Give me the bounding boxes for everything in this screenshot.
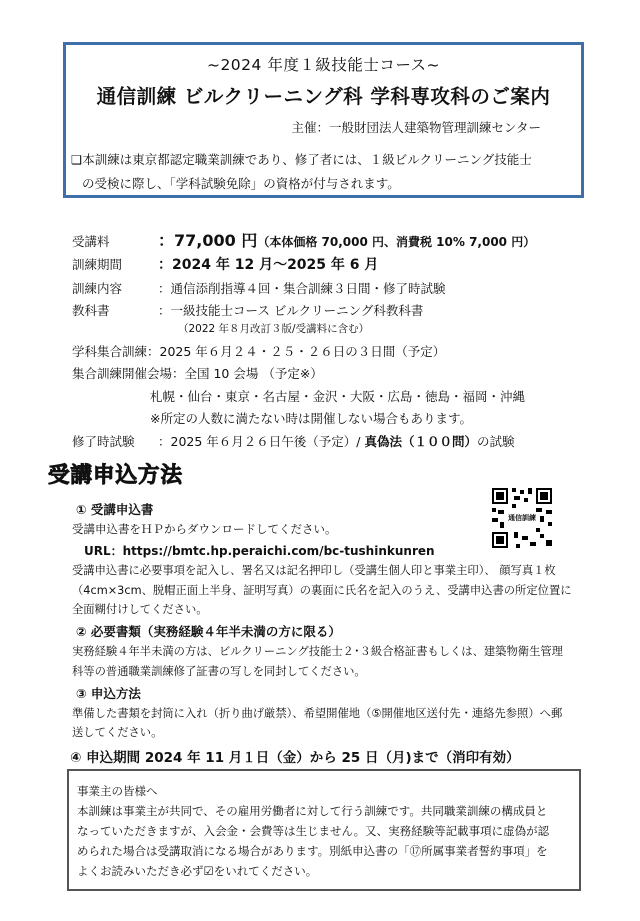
certification-note: ❏本訓練は東京都認定職業訓練であり、修了者には、１級ビルクリーニング技能士 [71, 152, 532, 167]
employer-notice-line: よくお読みいただき必ず☑をいれてください。 [77, 864, 318, 878]
textbook-label: 教科書 [72, 303, 110, 318]
employer-notice-line: なっていただきますが、入会金・会費等は生じません。又、実務経験等記載事項に虚偽が認 [77, 824, 550, 838]
textbook-value: ：一級技能士コース ビルクリーニング科教科書 [158, 303, 424, 318]
step3-line2: 送してください。 [72, 726, 163, 739]
step4-application-period: ④ 申込期間 2024 年 11 月１日（金）から 25 日（月)まで（消印有効） [70, 750, 520, 766]
step1-line4: 全面糊付けしてください。 [72, 603, 208, 616]
step1-line2: 受講申込書に必要事項を記入し、署名又は記名押印し（受講生個人印と事業主印）、 顔写真１枚 [72, 564, 556, 577]
textbook-row [72, 301, 423, 319]
exam-row [72, 432, 515, 450]
step2-title: ② 必要書類（実務経験４年半未満の方に限る） [76, 624, 341, 639]
page-title: 通信訓練 ビルクリーニング科 学科専攻科のご案内 [96, 85, 551, 108]
section-title: 受講申込方法 [48, 463, 184, 488]
fee-label: 受講料 [72, 234, 110, 249]
qr-code-icon[interactable] [490, 486, 554, 550]
step2-line1: 実務経験４年半未満の方は、ビルクリーニング技能士２･３級合格証書もしくは、建築物衛生管理 [72, 645, 563, 658]
employer-notice-line: められた場合は受講取消になる場合があります。別紙申込書の「⑰所属事業者誓約事項」を [77, 844, 548, 858]
exam-method: 真偽法（１００問） [364, 434, 477, 449]
header-box [63, 42, 584, 198]
exam-value: ：2025 年６月２６日午後（予定）/ [158, 434, 365, 449]
period-label: 訓練期間 [72, 257, 123, 272]
step1-line1: 受講申込書をＨＰからダウンロードしてください。 [72, 522, 337, 536]
checkbox-bullet-icon: ❏ [71, 152, 83, 167]
exam-label: 修了時試験 [72, 434, 135, 449]
employer-notice-box [67, 769, 581, 891]
download-url[interactable]: URL：https://bmtc.hp.peraichi.com/bc-tushinkunren [84, 544, 435, 558]
venues-note: ※所定の人数に満たない時は開催しない場合もあります。 [150, 411, 472, 426]
content-value: ：通信添削指導４回・集合訓練３日間・修了時試験 [158, 281, 446, 296]
employer-notice-title: 事業主の皆様へ [77, 784, 158, 798]
step3-line1: 準備した書類を封筒に入れ（折り曲げ厳禁）、希望開催地（⑤開催地区送付先・連絡先参照）へ郵 [72, 707, 563, 720]
period-value: ：2024 年 12 月～2025 年 6 月 [158, 257, 379, 273]
fee-detail: （本体価格 70,000 円、消費税 10% 7,000 円） [257, 235, 536, 249]
content-label: 訓練内容 [72, 281, 123, 296]
organizer: 主催：一般財団法人建築物管理訓練センター [291, 120, 541, 135]
qr-label: 通信訓練 [508, 514, 536, 522]
textbook-note: （2022 年８月改訂３版/受講料に含む） [178, 323, 370, 335]
step1-title: ① 受講申込書 [76, 502, 154, 517]
venues-list: 札幌・仙台・東京・名古屋・金沢・大阪・広島・徳島・福岡・沖縄 [150, 389, 526, 404]
step3-title: ③ 申込方法 [76, 686, 141, 701]
venues-line: 集合訓練開催会場：全国 10 会場 （予定※） [72, 366, 323, 381]
group-training: 学科集合訓練：2025 年６月２４・２５・２６日の３日間（予定） [72, 344, 446, 359]
fee-value: ：77,000 円 [158, 231, 258, 250]
employer-notice-line: 本訓練は事業主が共同で、その雇用労働者に対して行う訓練です。共同職業訓練の構成員と [77, 804, 548, 818]
content-row [72, 279, 446, 297]
fee-row [72, 228, 535, 251]
step2-line2: 科等の普通職業訓練修了証書の写しを同封してください。 [72, 665, 366, 678]
period-row [72, 254, 378, 274]
step1-line3: （4cm×3cm、脱帽正面上半身、証明写真）の裏面に氏名を記入のうえ、受講申込書の所定位置に [72, 584, 572, 597]
exam-tail: の試験 [477, 434, 515, 449]
certification-note-cont: の受検に際し、「学科試験免除」の資格が付与されます。 [82, 176, 400, 191]
course-subtitle: ~2024 年度１級技能士コース~ [206, 56, 441, 74]
